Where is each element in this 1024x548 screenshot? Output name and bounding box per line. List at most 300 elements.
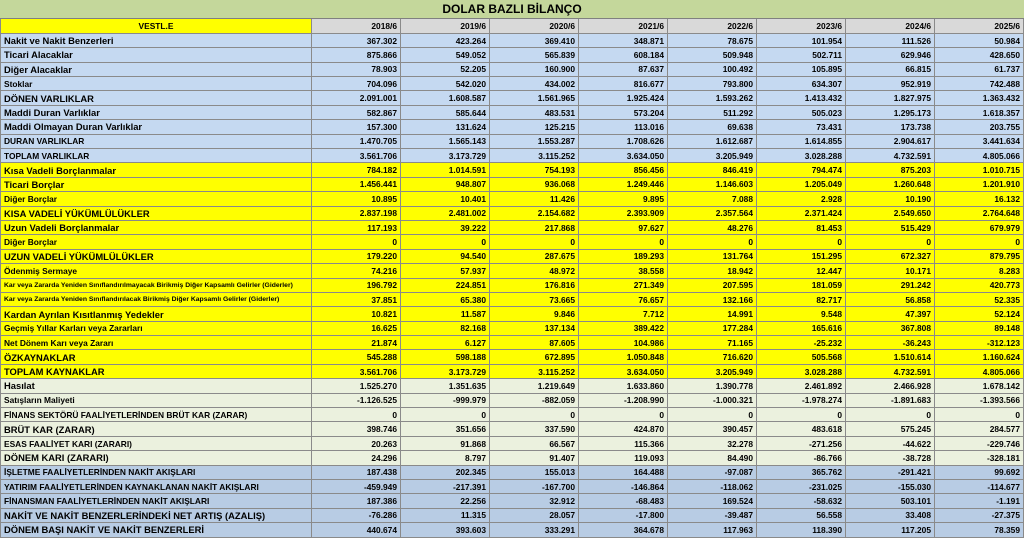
- header-year[interactable]: 2020/6: [490, 19, 579, 33]
- value-cell[interactable]: 119.093: [579, 451, 668, 465]
- value-cell[interactable]: 181.059: [757, 278, 846, 292]
- value-cell[interactable]: 440.674: [312, 523, 401, 537]
- value-cell[interactable]: 398.746: [312, 422, 401, 436]
- value-cell[interactable]: -1.393.566: [935, 393, 1024, 407]
- value-cell[interactable]: 115.366: [579, 436, 668, 450]
- value-cell[interactable]: 74.216: [312, 264, 401, 278]
- value-cell[interactable]: 10.401: [401, 192, 490, 206]
- value-cell[interactable]: 9.846: [490, 307, 579, 321]
- value-cell[interactable]: 3.115.252: [490, 149, 579, 163]
- header-year[interactable]: 2021/6: [579, 19, 668, 33]
- value-cell[interactable]: 1.612.687: [668, 134, 757, 148]
- value-cell[interactable]: 52.124: [935, 307, 1024, 321]
- value-cell[interactable]: 511.292: [668, 105, 757, 119]
- row-label[interactable]: DÖNEM KARI (ZARARI): [1, 451, 312, 465]
- value-cell[interactable]: 0: [490, 235, 579, 249]
- header-year[interactable]: 2024/6: [846, 19, 935, 33]
- value-cell[interactable]: 875.866: [312, 48, 401, 62]
- value-cell[interactable]: 10.821: [312, 307, 401, 321]
- value-cell[interactable]: 879.795: [935, 249, 1024, 263]
- value-cell[interactable]: 11.426: [490, 192, 579, 206]
- value-cell[interactable]: -328.181: [935, 451, 1024, 465]
- value-cell[interactable]: 1.146.603: [668, 177, 757, 191]
- value-cell[interactable]: -38.728: [846, 451, 935, 465]
- value-cell[interactable]: 203.755: [935, 120, 1024, 134]
- value-cell[interactable]: 1.050.848: [579, 350, 668, 364]
- value-cell[interactable]: 10.895: [312, 192, 401, 206]
- value-cell[interactable]: 10.171: [846, 264, 935, 278]
- value-cell[interactable]: -114.677: [935, 480, 1024, 494]
- value-cell[interactable]: 21.874: [312, 336, 401, 350]
- value-cell[interactable]: 1.678.142: [935, 379, 1024, 393]
- value-cell[interactable]: 2.091.001: [312, 91, 401, 105]
- value-cell[interactable]: 1.390.778: [668, 379, 757, 393]
- value-cell[interactable]: -36.243: [846, 336, 935, 350]
- value-cell[interactable]: 3.634.050: [579, 149, 668, 163]
- value-cell[interactable]: 1.249.446: [579, 177, 668, 191]
- value-cell[interactable]: -155.030: [846, 480, 935, 494]
- header-year[interactable]: 2025/6: [935, 19, 1024, 33]
- value-cell[interactable]: 794.474: [757, 163, 846, 177]
- value-cell[interactable]: 1.363.432: [935, 91, 1024, 105]
- value-cell[interactable]: 164.488: [579, 465, 668, 479]
- value-cell[interactable]: 87.605: [490, 336, 579, 350]
- value-cell[interactable]: 629.946: [846, 48, 935, 62]
- value-cell[interactable]: 367.808: [846, 321, 935, 335]
- value-cell[interactable]: -999.979: [401, 393, 490, 407]
- value-cell[interactable]: 585.644: [401, 105, 490, 119]
- value-cell[interactable]: 9.895: [579, 192, 668, 206]
- header-year[interactable]: 2022/6: [668, 19, 757, 33]
- value-cell[interactable]: 160.900: [490, 62, 579, 76]
- value-cell[interactable]: 18.942: [668, 264, 757, 278]
- value-cell[interactable]: 367.302: [312, 33, 401, 47]
- value-cell[interactable]: 65.380: [401, 292, 490, 306]
- value-cell[interactable]: -1.208.990: [579, 393, 668, 407]
- value-cell[interactable]: 117.205: [846, 523, 935, 537]
- value-cell[interactable]: 165.616: [757, 321, 846, 335]
- value-cell[interactable]: 428.650: [935, 48, 1024, 62]
- value-cell[interactable]: 99.692: [935, 465, 1024, 479]
- value-cell[interactable]: 483.531: [490, 105, 579, 119]
- value-cell[interactable]: 7.088: [668, 192, 757, 206]
- value-cell[interactable]: 61.737: [935, 62, 1024, 76]
- value-cell[interactable]: 846.419: [668, 163, 757, 177]
- value-cell[interactable]: 0: [935, 235, 1024, 249]
- value-cell[interactable]: 9.548: [757, 307, 846, 321]
- value-cell[interactable]: 11.587: [401, 307, 490, 321]
- value-cell[interactable]: 22.256: [401, 494, 490, 508]
- value-cell[interactable]: 1.608.587: [401, 91, 490, 105]
- value-cell[interactable]: 0: [312, 235, 401, 249]
- value-cell[interactable]: 104.986: [579, 336, 668, 350]
- value-cell[interactable]: 151.295: [757, 249, 846, 263]
- row-label[interactable]: Stoklar: [1, 77, 312, 91]
- value-cell[interactable]: 393.603: [401, 523, 490, 537]
- value-cell[interactable]: 0: [846, 235, 935, 249]
- value-cell[interactable]: 348.871: [579, 33, 668, 47]
- value-cell[interactable]: 2.764.648: [935, 206, 1024, 220]
- value-cell[interactable]: 4.805.066: [935, 149, 1024, 163]
- value-cell[interactable]: 351.656: [401, 422, 490, 436]
- value-cell[interactable]: 2.357.564: [668, 206, 757, 220]
- value-cell[interactable]: -1.978.274: [757, 393, 846, 407]
- value-cell[interactable]: -1.000.321: [668, 393, 757, 407]
- row-label[interactable]: TOPLAM KAYNAKLAR: [1, 364, 312, 378]
- value-cell[interactable]: -44.622: [846, 436, 935, 450]
- value-cell[interactable]: 1.633.860: [579, 379, 668, 393]
- value-cell[interactable]: 565.839: [490, 48, 579, 62]
- value-cell[interactable]: 364.678: [579, 523, 668, 537]
- value-cell[interactable]: 131.764: [668, 249, 757, 263]
- value-cell[interactable]: 1.351.635: [401, 379, 490, 393]
- row-label[interactable]: ÖZKAYNAKLAR: [1, 350, 312, 364]
- value-cell[interactable]: 0: [401, 235, 490, 249]
- row-label[interactable]: NAKİT VE NAKİT BENZERLERİNDEKİ NET ARTIŞ (AZALIŞ): [1, 508, 312, 522]
- value-cell[interactable]: 37.851: [312, 292, 401, 306]
- value-cell[interactable]: -86.766: [757, 451, 846, 465]
- value-cell[interactable]: 69.638: [668, 120, 757, 134]
- value-cell[interactable]: -1.891.683: [846, 393, 935, 407]
- value-cell[interactable]: -1.191: [935, 494, 1024, 508]
- value-cell[interactable]: 1.708.626: [579, 134, 668, 148]
- row-label[interactable]: Geçmiş Yıllar Karları veya Zararları: [1, 321, 312, 335]
- value-cell[interactable]: 369.410: [490, 33, 579, 47]
- value-cell[interactable]: -76.286: [312, 508, 401, 522]
- value-cell[interactable]: 57.937: [401, 264, 490, 278]
- value-cell[interactable]: -271.256: [757, 436, 846, 450]
- header-year[interactable]: 2023/6: [757, 19, 846, 33]
- value-cell[interactable]: 56.558: [757, 508, 846, 522]
- row-label[interactable]: Maddi Olmayan Duran Varlıklar: [1, 120, 312, 134]
- value-cell[interactable]: -146.864: [579, 480, 668, 494]
- value-cell[interactable]: 48.972: [490, 264, 579, 278]
- value-cell[interactable]: 582.867: [312, 105, 401, 119]
- value-cell[interactable]: 598.188: [401, 350, 490, 364]
- value-cell[interactable]: 389.422: [579, 321, 668, 335]
- value-cell[interactable]: -118.062: [668, 480, 757, 494]
- value-cell[interactable]: 502.711: [757, 48, 846, 62]
- value-cell[interactable]: -1.126.525: [312, 393, 401, 407]
- value-cell[interactable]: 0: [935, 408, 1024, 422]
- value-cell[interactable]: 118.390: [757, 523, 846, 537]
- value-cell[interactable]: 14.991: [668, 307, 757, 321]
- value-cell[interactable]: 1.413.432: [757, 91, 846, 105]
- value-cell[interactable]: 1.205.049: [757, 177, 846, 191]
- row-label[interactable]: DÖNEN VARLIKLAR: [1, 91, 312, 105]
- value-cell[interactable]: 202.345: [401, 465, 490, 479]
- value-cell[interactable]: -68.483: [579, 494, 668, 508]
- value-cell[interactable]: 420.773: [935, 278, 1024, 292]
- value-cell[interactable]: 3.561.706: [312, 364, 401, 378]
- value-cell[interactable]: 91.407: [490, 451, 579, 465]
- row-label[interactable]: Kısa Vadeli Borçlanmalar: [1, 163, 312, 177]
- value-cell[interactable]: 784.182: [312, 163, 401, 177]
- value-cell[interactable]: 131.624: [401, 120, 490, 134]
- value-cell[interactable]: 97.627: [579, 220, 668, 234]
- value-cell[interactable]: 50.984: [935, 33, 1024, 47]
- value-cell[interactable]: 1.593.262: [668, 91, 757, 105]
- value-cell[interactable]: 105.895: [757, 62, 846, 76]
- value-cell[interactable]: 94.540: [401, 249, 490, 263]
- value-cell[interactable]: 3.205.949: [668, 364, 757, 378]
- value-cell[interactable]: -312.123: [935, 336, 1024, 350]
- value-cell[interactable]: -97.087: [668, 465, 757, 479]
- value-cell[interactable]: 948.807: [401, 177, 490, 191]
- value-cell[interactable]: -17.800: [579, 508, 668, 522]
- row-label[interactable]: Kar veya Zararda Yeniden Sınıflandırılacak Birikmiş Diğer Kapsamlı Gelirler (Giderler): [1, 292, 312, 306]
- value-cell[interactable]: 936.068: [490, 177, 579, 191]
- value-cell[interactable]: 1.561.965: [490, 91, 579, 105]
- value-cell[interactable]: 32.912: [490, 494, 579, 508]
- value-cell[interactable]: 0: [401, 408, 490, 422]
- value-cell[interactable]: 287.675: [490, 249, 579, 263]
- value-cell[interactable]: 0: [579, 235, 668, 249]
- value-cell[interactable]: 217.868: [490, 220, 579, 234]
- value-cell[interactable]: -882.059: [490, 393, 579, 407]
- value-cell[interactable]: 1.510.614: [846, 350, 935, 364]
- row-label[interactable]: DÖNEM BAŞI NAKİT VE NAKİT BENZERLERİ: [1, 523, 312, 537]
- value-cell[interactable]: 71.165: [668, 336, 757, 350]
- value-cell[interactable]: 87.637: [579, 62, 668, 76]
- value-cell[interactable]: 0: [579, 408, 668, 422]
- value-cell[interactable]: 52.205: [401, 62, 490, 76]
- value-cell[interactable]: 1.925.424: [579, 91, 668, 105]
- value-cell[interactable]: -167.700: [490, 480, 579, 494]
- value-cell[interactable]: 3.561.706: [312, 149, 401, 163]
- value-cell[interactable]: 672.327: [846, 249, 935, 263]
- value-cell[interactable]: 742.488: [935, 77, 1024, 91]
- value-cell[interactable]: 10.190: [846, 192, 935, 206]
- value-cell[interactable]: 3.173.729: [401, 364, 490, 378]
- value-cell[interactable]: 78.675: [668, 33, 757, 47]
- value-cell[interactable]: 33.408: [846, 508, 935, 522]
- row-label[interactable]: BRÜT KAR (ZARAR): [1, 422, 312, 436]
- value-cell[interactable]: 1.010.715: [935, 163, 1024, 177]
- value-cell[interactable]: 66.815: [846, 62, 935, 76]
- value-cell[interactable]: 1.219.649: [490, 379, 579, 393]
- value-cell[interactable]: 125.215: [490, 120, 579, 134]
- value-cell[interactable]: 8.283: [935, 264, 1024, 278]
- row-label[interactable]: Ticari Borçlar: [1, 177, 312, 191]
- value-cell[interactable]: 515.429: [846, 220, 935, 234]
- value-cell[interactable]: 8.797: [401, 451, 490, 465]
- row-label[interactable]: Kardan Ayrılan Kısıtlanmış Yedekler: [1, 307, 312, 321]
- value-cell[interactable]: 3.173.729: [401, 149, 490, 163]
- value-cell[interactable]: 173.738: [846, 120, 935, 134]
- value-cell[interactable]: 2.481.002: [401, 206, 490, 220]
- value-cell[interactable]: 2.461.892: [757, 379, 846, 393]
- row-label[interactable]: ESAS FAALİYET KARI (ZARARI): [1, 436, 312, 450]
- value-cell[interactable]: 78.359: [935, 523, 1024, 537]
- value-cell[interactable]: -39.487: [668, 508, 757, 522]
- value-cell[interactable]: 78.903: [312, 62, 401, 76]
- value-cell[interactable]: 91.868: [401, 436, 490, 450]
- value-cell[interactable]: 1.201.910: [935, 177, 1024, 191]
- value-cell[interactable]: 672.895: [490, 350, 579, 364]
- value-cell[interactable]: 196.792: [312, 278, 401, 292]
- value-cell[interactable]: 52.335: [935, 292, 1024, 306]
- value-cell[interactable]: 4.805.066: [935, 364, 1024, 378]
- value-cell[interactable]: 0: [312, 408, 401, 422]
- value-cell[interactable]: 503.101: [846, 494, 935, 508]
- value-cell[interactable]: 545.288: [312, 350, 401, 364]
- value-cell[interactable]: 2.549.650: [846, 206, 935, 220]
- value-cell[interactable]: 483.618: [757, 422, 846, 436]
- value-cell[interactable]: 284.577: [935, 422, 1024, 436]
- value-cell[interactable]: 81.453: [757, 220, 846, 234]
- value-cell[interactable]: -291.421: [846, 465, 935, 479]
- value-cell[interactable]: 0: [757, 408, 846, 422]
- value-cell[interactable]: 0: [846, 408, 935, 422]
- value-cell[interactable]: 337.590: [490, 422, 579, 436]
- value-cell[interactable]: 3.441.634: [935, 134, 1024, 148]
- value-cell[interactable]: 754.193: [490, 163, 579, 177]
- value-cell[interactable]: 117.963: [668, 523, 757, 537]
- value-cell[interactable]: 2.928: [757, 192, 846, 206]
- value-cell[interactable]: 434.002: [490, 77, 579, 91]
- value-cell[interactable]: 6.127: [401, 336, 490, 350]
- row-label[interactable]: Maddi Duran Varlıklar: [1, 105, 312, 119]
- row-label[interactable]: Ticari Alacaklar: [1, 48, 312, 62]
- row-label[interactable]: Diğer Borçlar: [1, 192, 312, 206]
- value-cell[interactable]: 7.712: [579, 307, 668, 321]
- value-cell[interactable]: 2.904.617: [846, 134, 935, 148]
- value-cell[interactable]: 716.620: [668, 350, 757, 364]
- value-cell[interactable]: 155.013: [490, 465, 579, 479]
- value-cell[interactable]: 28.057: [490, 508, 579, 522]
- value-cell[interactable]: 1.470.705: [312, 134, 401, 148]
- value-cell[interactable]: 16.132: [935, 192, 1024, 206]
- value-cell[interactable]: 73.431: [757, 120, 846, 134]
- value-cell[interactable]: 505.568: [757, 350, 846, 364]
- value-cell[interactable]: 11.315: [401, 508, 490, 522]
- value-cell[interactable]: 793.800: [668, 77, 757, 91]
- row-label[interactable]: FİNANS SEKTÖRÜ FAALİYETLERİNDEN BRÜT KAR (ZARAR): [1, 408, 312, 422]
- value-cell[interactable]: 12.447: [757, 264, 846, 278]
- value-cell[interactable]: 856.456: [579, 163, 668, 177]
- value-cell[interactable]: 634.307: [757, 77, 846, 91]
- value-cell[interactable]: 56.858: [846, 292, 935, 306]
- value-cell[interactable]: 1.260.648: [846, 177, 935, 191]
- row-label[interactable]: Satışların Maliyeti: [1, 393, 312, 407]
- value-cell[interactable]: 1.295.173: [846, 105, 935, 119]
- header-ticker[interactable]: VESTL.E: [1, 19, 312, 33]
- value-cell[interactable]: 16.625: [312, 321, 401, 335]
- value-cell[interactable]: 0: [668, 235, 757, 249]
- value-cell[interactable]: 549.052: [401, 48, 490, 62]
- value-cell[interactable]: 177.284: [668, 321, 757, 335]
- row-label[interactable]: DURAN VARLIKLAR: [1, 134, 312, 148]
- value-cell[interactable]: 207.595: [668, 278, 757, 292]
- value-cell[interactable]: 157.300: [312, 120, 401, 134]
- value-cell[interactable]: 4.732.591: [846, 149, 935, 163]
- value-cell[interactable]: 111.526: [846, 33, 935, 47]
- value-cell[interactable]: 505.023: [757, 105, 846, 119]
- value-cell[interactable]: 117.193: [312, 220, 401, 234]
- value-cell[interactable]: 365.762: [757, 465, 846, 479]
- row-label[interactable]: Ödenmiş Sermaye: [1, 264, 312, 278]
- row-label[interactable]: Hasılat: [1, 379, 312, 393]
- value-cell[interactable]: 1.525.270: [312, 379, 401, 393]
- value-cell[interactable]: 704.096: [312, 77, 401, 91]
- value-cell[interactable]: 3.205.949: [668, 149, 757, 163]
- value-cell[interactable]: 423.264: [401, 33, 490, 47]
- value-cell[interactable]: 187.386: [312, 494, 401, 508]
- value-cell[interactable]: 271.349: [579, 278, 668, 292]
- value-cell[interactable]: 3.634.050: [579, 364, 668, 378]
- value-cell[interactable]: 575.245: [846, 422, 935, 436]
- value-cell[interactable]: 573.204: [579, 105, 668, 119]
- value-cell[interactable]: 0: [490, 408, 579, 422]
- row-label[interactable]: İŞLETME FAALİYETLERİNDEN NAKİT AKIŞLARI: [1, 465, 312, 479]
- value-cell[interactable]: 1.014.591: [401, 163, 490, 177]
- value-cell[interactable]: 113.016: [579, 120, 668, 134]
- value-cell[interactable]: 2.393.909: [579, 206, 668, 220]
- value-cell[interactable]: 39.222: [401, 220, 490, 234]
- value-cell[interactable]: 1.456.441: [312, 177, 401, 191]
- row-label[interactable]: Uzun Vadeli Borçlanmalar: [1, 220, 312, 234]
- value-cell[interactable]: 32.278: [668, 436, 757, 450]
- value-cell[interactable]: 1.618.357: [935, 105, 1024, 119]
- value-cell[interactable]: 1.827.975: [846, 91, 935, 105]
- value-cell[interactable]: 509.948: [668, 48, 757, 62]
- value-cell[interactable]: 2.154.682: [490, 206, 579, 220]
- value-cell[interactable]: 82.717: [757, 292, 846, 306]
- value-cell[interactable]: 137.134: [490, 321, 579, 335]
- value-cell[interactable]: 169.524: [668, 494, 757, 508]
- value-cell[interactable]: 3.115.252: [490, 364, 579, 378]
- header-year[interactable]: 2019/6: [401, 19, 490, 33]
- header-year[interactable]: 2018/6: [312, 19, 401, 33]
- value-cell[interactable]: 100.492: [668, 62, 757, 76]
- value-cell[interactable]: 224.851: [401, 278, 490, 292]
- value-cell[interactable]: 2.371.424: [757, 206, 846, 220]
- value-cell[interactable]: -58.632: [757, 494, 846, 508]
- row-label[interactable]: UZUN VADELİ YÜKÜMLÜLÜKLER: [1, 249, 312, 263]
- value-cell[interactable]: 875.203: [846, 163, 935, 177]
- value-cell[interactable]: 333.291: [490, 523, 579, 537]
- value-cell[interactable]: 187.438: [312, 465, 401, 479]
- value-cell[interactable]: 73.665: [490, 292, 579, 306]
- value-cell[interactable]: -217.391: [401, 480, 490, 494]
- value-cell[interactable]: 679.979: [935, 220, 1024, 234]
- row-label[interactable]: FİNANSMAN FAALİYETLERİNDEN NAKİT AKIŞLARI: [1, 494, 312, 508]
- value-cell[interactable]: -27.375: [935, 508, 1024, 522]
- value-cell[interactable]: 1.553.287: [490, 134, 579, 148]
- row-label[interactable]: Diğer Alacaklar: [1, 62, 312, 76]
- value-cell[interactable]: 89.148: [935, 321, 1024, 335]
- row-label[interactable]: Diğer Borçlar: [1, 235, 312, 249]
- value-cell[interactable]: 0: [668, 408, 757, 422]
- value-cell[interactable]: 816.677: [579, 77, 668, 91]
- value-cell[interactable]: 291.242: [846, 278, 935, 292]
- value-cell[interactable]: 189.293: [579, 249, 668, 263]
- row-label[interactable]: Kar veya Zararda Yeniden Sınıflandırılmayacak Birikmiş Diğer Kapsamlı Gelirler (Giderler): [1, 278, 312, 292]
- value-cell[interactable]: 66.567: [490, 436, 579, 450]
- value-cell[interactable]: 179.220: [312, 249, 401, 263]
- row-label[interactable]: Nakit ve Nakit Benzerleri: [1, 33, 312, 47]
- value-cell[interactable]: -231.025: [757, 480, 846, 494]
- value-cell[interactable]: -25.232: [757, 336, 846, 350]
- value-cell[interactable]: 76.657: [579, 292, 668, 306]
- value-cell[interactable]: 3.028.288: [757, 149, 846, 163]
- value-cell[interactable]: 84.490: [668, 451, 757, 465]
- value-cell[interactable]: 1.565.143: [401, 134, 490, 148]
- value-cell[interactable]: 48.276: [668, 220, 757, 234]
- row-label[interactable]: Net Dönem Karı veya Zararı: [1, 336, 312, 350]
- value-cell[interactable]: -229.746: [935, 436, 1024, 450]
